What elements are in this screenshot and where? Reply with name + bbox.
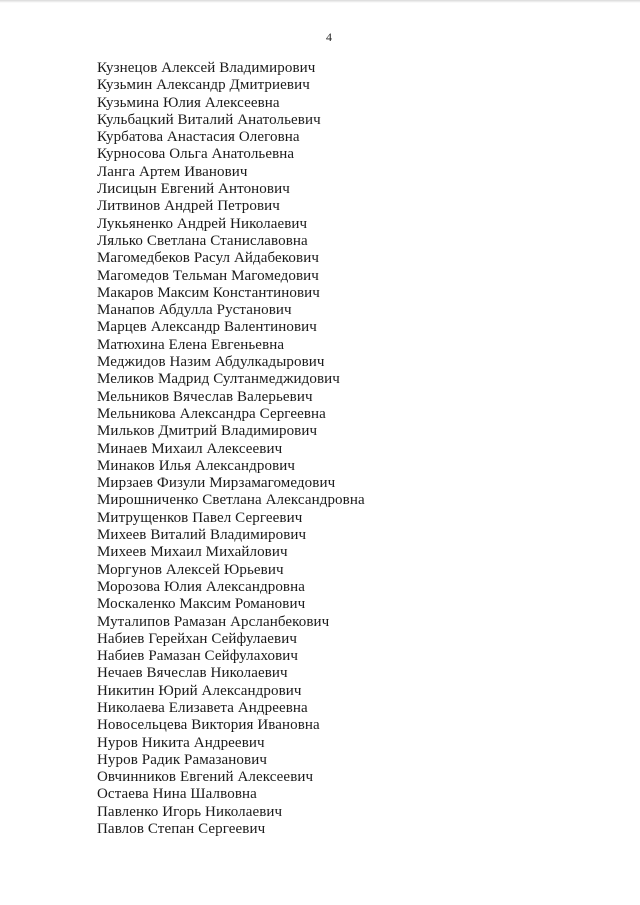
list-item: Мирошниченко Светлана Александровна: [97, 492, 365, 509]
list-item: Кузьмина Юлия Алексеевна: [97, 94, 280, 111]
list-item: Моргунов Алексей Юрьевич: [97, 561, 284, 578]
list-item: Минаев Михаил Алексеевич: [97, 440, 283, 457]
list-item: Павленко Игорь Николаевич: [97, 803, 283, 820]
list-item: Москаленко Максим Романович: [97, 596, 306, 613]
list-item: Нечаев Вячеслав Николаевич: [97, 665, 288, 682]
list-item: Нуров Никита Андреевич: [97, 734, 265, 751]
list-item: Никитин Юрий Александрович: [97, 682, 302, 699]
list-item: Лялько Светлана Станиславовна: [97, 232, 308, 249]
list-item: Курбатова Анастасия Олеговна: [97, 129, 300, 146]
list-item: Матюхина Елена Евгеньевна: [97, 336, 285, 353]
list-item: Овчинников Евгений Алексеевич: [97, 769, 314, 786]
list-item: Литвинов Андрей Петрович: [97, 198, 280, 215]
list-item: Митрущенков Павел Сергеевич: [97, 509, 303, 526]
list-item: Мельников Вячеслав Валерьевич: [97, 388, 313, 405]
list-item: Макаров Максим Константинович: [97, 284, 320, 301]
scan-edge: [0, 0, 640, 3]
list-item: Морозова Юлия Александровна: [97, 578, 305, 595]
list-item: Кузнецов Алексей Владимирович: [97, 60, 316, 76]
list-item: Меджидов Назим Абдулкадырович: [97, 354, 325, 371]
list-item: Курносова Ольга Анатольевна: [97, 146, 295, 163]
list-item: Остаева Нина Шалвовна: [97, 786, 257, 803]
list-item: Муталипов Рамазан Арсланбекович: [97, 613, 330, 630]
list-item: Нуров Радик Рамазанович: [97, 751, 267, 768]
list-item: Манапов Абдулла Рустанович: [97, 302, 292, 319]
list-item: Кузьмин Александр Дмитриевич: [97, 77, 310, 94]
list-item: Лисицын Евгений Антонович: [97, 181, 290, 198]
list-item: Меликов Мадрид Султанмеджидович: [97, 371, 340, 388]
list-item: Магомедбеков Расул Айдабекович: [97, 250, 319, 267]
name-list: [97, 60, 365, 838]
list-item: Набиев Рамазан Сейфулахович: [97, 648, 299, 665]
list-item: Магомедов Тельман Магомедович: [97, 267, 319, 284]
page-number: 4: [326, 30, 332, 44]
list-item: Марцев Александр Валентинович: [97, 319, 317, 336]
list-item: Павлов Степан Сергеевич: [97, 821, 266, 838]
list-item: Михеев Михаил Михайлович: [97, 544, 288, 561]
list-item: Лукьяненко Андрей Николаевич: [97, 215, 308, 232]
list-item: Михеев Виталий Владимирович: [97, 527, 307, 544]
list-item: Мирзаев Физули Мирзамагомедович: [97, 475, 336, 492]
list-item: Новосельцева Виктория Ивановна: [97, 717, 320, 734]
list-item: Мильков Дмитрий Владимирович: [97, 423, 318, 440]
list-item: Кульбацкий Виталий Анатольевич: [97, 111, 321, 128]
list-item: Минаков Илья Александрович: [97, 457, 296, 474]
list-item: Николаева Елизавета Андреевна: [97, 699, 308, 716]
list-item: Набиев Герейхан Сейфулаевич: [97, 630, 297, 647]
list-item: Ланга Артем Иванович: [97, 163, 248, 180]
list-item: Мельникова Александра Сергеевна: [97, 405, 326, 422]
